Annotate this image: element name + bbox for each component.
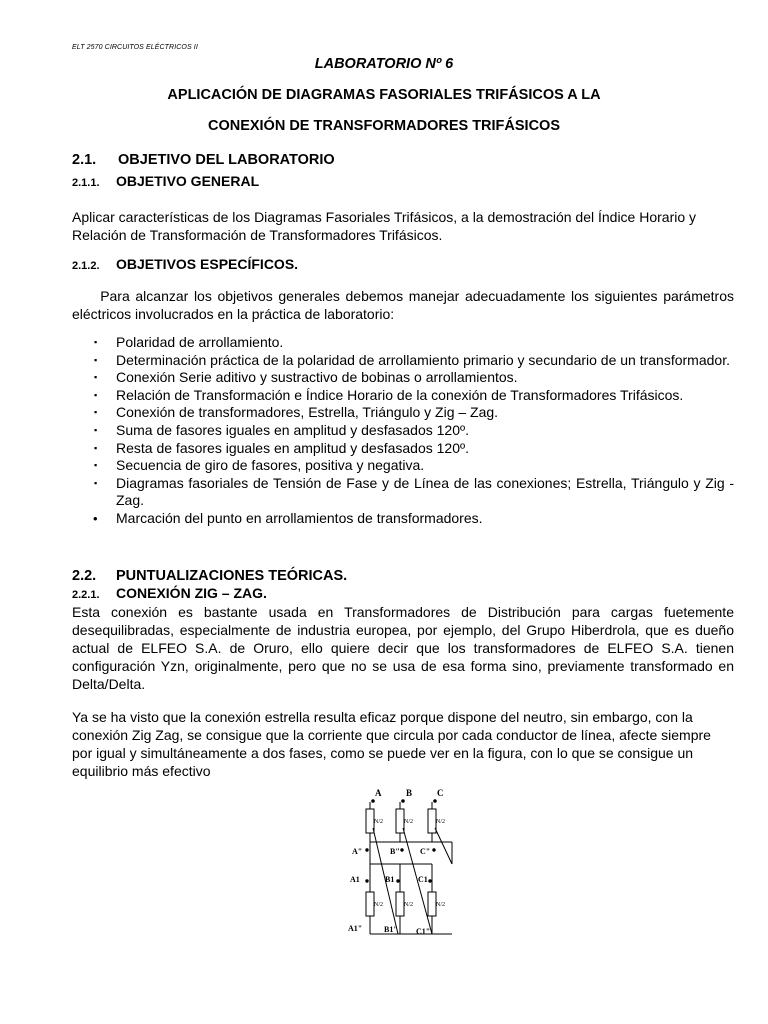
bullet-marker: ▪ — [94, 354, 98, 365]
list-item-text: Polaridad de arrollamiento. — [116, 334, 284, 350]
section-2-2-heading — [72, 568, 347, 584]
section-number: 2.1.1. — [72, 177, 100, 189]
label-b: B — [406, 788, 413, 798]
list-item — [72, 387, 734, 405]
label-b1: B1 — [385, 875, 395, 884]
zigzag-connection-diagram — [340, 784, 470, 944]
coil-label: N/2 — [436, 819, 445, 825]
list-item — [72, 475, 734, 510]
general-objective-text: Aplicar características de los Diagramas Fasoriales Trifásicos, a la demostración del Índice Horario y Relación de Transformación de Transformadores Trifásicos. — [72, 209, 697, 243]
list-item — [72, 369, 734, 387]
coil-label: N/2 — [374, 902, 383, 908]
label-a-mid: A" — [352, 847, 363, 856]
coil-label: N/2 — [436, 902, 445, 908]
bullet-marker: ▪ — [94, 372, 98, 383]
coil-label: N/2 — [404, 902, 413, 908]
label-a1-bottom: A1" — [348, 924, 363, 933]
section-number: 2.2. — [72, 568, 97, 584]
list-item-text: Secuencia de giro de fasores, positiva y negativa. — [116, 457, 425, 474]
bullet-marker: ▪ — [94, 424, 98, 435]
list-item — [72, 334, 734, 352]
list-item — [72, 510, 734, 528]
list-item-text: Marcación del punto en arrollamientos de transformadores. — [116, 509, 483, 526]
label-c: C — [437, 788, 444, 798]
coil-label: N/2 — [374, 819, 383, 825]
list-item — [72, 404, 734, 422]
section-title: PUNTUALIZACIONES TEÓRICAS. — [116, 568, 348, 584]
objectives-list — [72, 334, 734, 528]
list-item-text: Conexión Serie aditivo y sustractivo de bobinas o arrollamientos. — [116, 369, 518, 386]
main-title-line-2: CONEXIÓN DE TRANSFORMADORES TRIFÁSICOS — [207, 118, 561, 134]
intro-text: Para alcanzar los objetivos generales debemos manejar adecuadamente los siguientes parámetros eléctricos involucrados en la práctica de laboratorio: — [72, 288, 735, 322]
list-item — [72, 457, 734, 475]
bullet-marker: • — [93, 510, 98, 526]
label-a1: A1 — [350, 875, 360, 884]
label-a: A — [375, 788, 382, 798]
bullet-marker: ▪ — [94, 477, 98, 488]
list-item — [72, 352, 734, 370]
list-item-text: Diagramas fasoriales de Tensión de Fase y de Línea de las conexiones; Estrella, Triángulo y Zig - Zag. — [116, 474, 734, 509]
bullet-marker: ▪ — [94, 460, 98, 471]
bullet-marker: ▪ — [94, 389, 98, 400]
section-number: 2.1. — [72, 152, 97, 168]
list-item-text: Suma de fasores iguales en amplitud y desfasados 120º. — [116, 421, 469, 438]
bullet-marker: ▪ — [94, 337, 98, 347]
coil-label: N/2 — [404, 819, 413, 825]
bullet-marker: ▪ — [94, 442, 98, 453]
lab-title: LABORATORIO Nº 6 — [314, 56, 454, 72]
zigzag-paragraph-2: Ya se ha visto que la conexión estrella resulta eficaz porque dispone del neutro, sin embargo, con la conexión Zig Zag, se consigue que la corriente que circula por cada conductor de línea, afecte siempre por igual y simultáneamente a dos fases, como se puede ver en la figura, con lo que se consigue un equilibrio más efectivo — [72, 709, 711, 779]
section-title: OBJETIVO GENERAL — [116, 173, 260, 189]
list-item-text: Resta de fasores iguales en amplitud y desfasados 120º. — [116, 439, 469, 456]
bullet-marker: ▪ — [94, 407, 98, 418]
label-b-mid: B" — [390, 847, 400, 856]
section-number: 2.2.1. — [72, 589, 100, 601]
course-header: ELT 2570 CIRCUITOS ELÉCTRICOS II — [72, 44, 198, 51]
list-item-text: Determinación práctica de la polaridad de arrollamiento primario y secundario de un transformador. — [116, 351, 730, 368]
specific-objectives-intro — [72, 287, 734, 323]
label-b1-bottom: B1" — [384, 925, 398, 934]
section-title: OBJETIVOS ESPECÍFICOS. — [116, 256, 299, 272]
label-c1: C1 — [418, 875, 428, 884]
list-item-text: Conexión de transformadores, Estrella, Triángulo y Zig – Zag. — [116, 404, 499, 421]
list-item — [72, 440, 734, 458]
main-title-line-1: APLICACIÓN DE DIAGRAMAS FASORIALES TRIFÁSICOS A LA — [167, 87, 601, 103]
section-2-1-1-heading — [72, 173, 259, 189]
label-c-mid: C" — [420, 847, 431, 856]
section-title: OBJETIVO DEL LABORATORIO — [118, 152, 335, 168]
list-item-text: Relación de Transformación e Índice Horario de la conexión de Transformadores Trifásicos. — [116, 386, 684, 403]
section-title: CONEXIÓN ZIG – ZAG. — [116, 585, 267, 601]
list-item — [72, 422, 734, 440]
section-2-2-1-heading — [72, 585, 267, 601]
section-2-1-heading — [72, 152, 335, 168]
label-c1-bottom: C1" — [416, 927, 431, 936]
zigzag-paragraph-1: Esta conexión es bastante usada en Transformadores de Distribución para cargas fuetemente desequilibradas, especialmente de industria europea, por ejemplo, del Grupo Hiberdrola, que es dueño actual de ELFEO S.A. de Oruro, ello quiere decir que los transformadores de ELFEO S.A. tienen configuración Yzn, originalmente, pero que no se usa de esa forma sino, previamente transformado en Delta/Delta. — [72, 604, 734, 692]
section-number: 2.1.2. — [72, 260, 100, 272]
section-2-1-2-heading — [72, 256, 298, 272]
